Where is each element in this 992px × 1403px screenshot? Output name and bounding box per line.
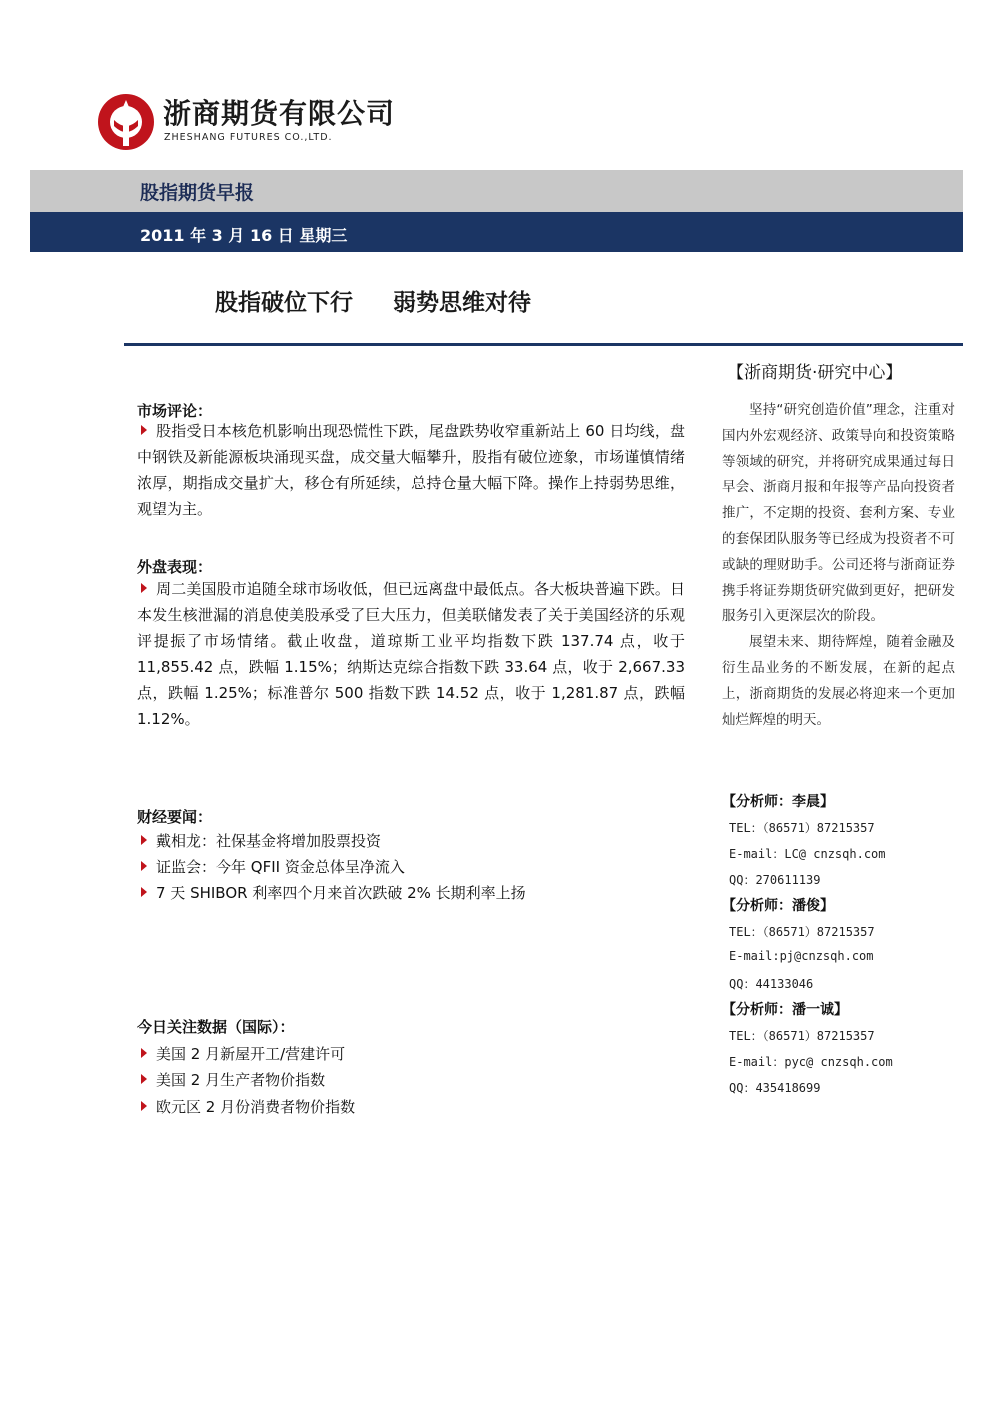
analyst-qq: QQ：44133046 — [729, 977, 814, 991]
list-item — [137, 1096, 355, 1117]
today-data-title: 今日关注数据（国际）： — [137, 1018, 295, 1036]
bullet-triangle-icon — [141, 861, 147, 871]
bullet-triangle-icon — [141, 583, 147, 593]
analyst-name: 【分析师：潘俊】 — [722, 898, 834, 914]
bullet-triangle-icon — [141, 1048, 147, 1058]
finance-news-item: 7 天 SHIBOR 利率四个月来首次跌破 2% 长期利率上扬 — [156, 884, 526, 902]
sidebar-intro-paragraph: 展望未来、期待辉煌，随着金融及衍生品业务的不断发展，在新的起点上，浙商期货的发展必将迎来一个更加灿烂辉煌的明天。 — [722, 634, 955, 728]
bullet-triangle-icon — [141, 425, 147, 435]
overseas-text: 周二美国股市追随全球市场收低，但已远离盘中最低点。各大板块普遍下跌。日本发生核泄漏的消息使美股承受了巨大压力，但美联储发表了关于美国经济的乐观评提振了市场情绪。截止收盘，道琼斯工业平均指数下跌 137.74 点，收于 11,855.42 点，跌幅 1.15%；纳斯达克综合指数下跌 33.64 点，收于 2,667.33 点，跌幅 1.25%；标准普尔 500 指数下跌 14.52 点，收于 1,281.87 点，跌幅 1.12%。 — [137, 580, 685, 728]
analyst-tel: TEL：（86571）87215357 — [729, 925, 875, 939]
analyst-email[interactable]: E-mail：pyc@ cnzsqh.com — [729, 1055, 893, 1069]
bullet-triangle-icon — [141, 1074, 147, 1084]
market-comment-title: 市场评论： — [137, 402, 213, 420]
analyst-tel: TEL：（86571）87215357 — [729, 1029, 875, 1043]
list-item — [137, 882, 526, 903]
list-item — [137, 1043, 345, 1064]
finance-news-item: 证监会：今年 QFII 资金总体呈净流入 — [156, 858, 405, 876]
bullet-triangle-icon — [141, 835, 147, 845]
market-comment-text: 股指受日本核危机影响出现恐慌性下跌，尾盘跌势收窄重新站上 60 日均线，盘中钢铁及新能源板块涌现买盘，成交量大幅攀升，股指有破位迹象，市场谨慎情绪浓厚，期指成交量扩大，移仓有所延续，总持仓量大幅下降。操作上持弱势思维，观望为主。 — [137, 422, 685, 518]
headline: 股指破位下行 弱势思维对待 — [215, 290, 532, 316]
company-name-en: ZHESHANG FUTURES CO.,LTD. — [164, 132, 333, 143]
sidebar-intro-paragraph: 坚持“研究创造价值”理念，注重对国内外宏观经济、政策导向和投资策略等领域的研究，并将研究成果通过每日早会、浙商月报和年报等产品向投资者推广，不定期的投资、套利方案、专业的套保团队服务等已经成为投资者不可或缺的理财助手。公司还将与浙商证券携手将证券期货研究做到更好，把研发服务引入更深层次的阶段。 — [722, 402, 955, 625]
analyst-qq: QQ：270611139 — [729, 873, 821, 887]
analyst-name: 【分析师：潘一诚】 — [722, 1002, 848, 1018]
overseas-paragraph — [137, 576, 685, 732]
list-item — [137, 1069, 325, 1090]
list-item — [137, 856, 405, 877]
finance-news-item: 戴相龙：社保基金将增加股票投资 — [156, 832, 382, 850]
sidebar-intro — [722, 398, 955, 733]
report-date: 2011 年 3 月 16 日 星期三 — [140, 226, 348, 245]
bullet-triangle-icon — [141, 1101, 147, 1111]
analyst-name: 【分析师：李晨】 — [722, 794, 834, 810]
finance-news-title: 财经要闻： — [137, 808, 213, 826]
market-comment-paragraph — [137, 418, 685, 522]
analyst-tel: TEL：（86571）87215357 — [729, 821, 875, 835]
today-data-item: 美国 2 月新屋开工/营建许可 — [156, 1045, 346, 1063]
report-type-title: 股指期货早报 — [140, 182, 255, 204]
company-name-cn: 浙商期货有限公司 — [163, 97, 396, 130]
today-data-item: 美国 2 月生产者物价指数 — [156, 1071, 326, 1089]
sidebar-title: 【浙商期货·研究中心】 — [727, 363, 903, 383]
analyst-email[interactable]: E-mail：LC@ cnzsqh.com — [729, 847, 886, 861]
overseas-title: 外盘表现： — [137, 558, 213, 576]
analyst-qq: QQ：435418699 — [729, 1081, 821, 1095]
today-data-item: 欧元区 2 月份消费者物价指数 — [156, 1098, 356, 1116]
zheshang-logo-icon — [96, 92, 156, 152]
analyst-email[interactable]: E-mail:pj@cnzsqh.com — [729, 949, 874, 963]
bullet-triangle-icon — [141, 887, 147, 897]
headline-divider — [124, 343, 963, 346]
list-item — [137, 830, 381, 851]
